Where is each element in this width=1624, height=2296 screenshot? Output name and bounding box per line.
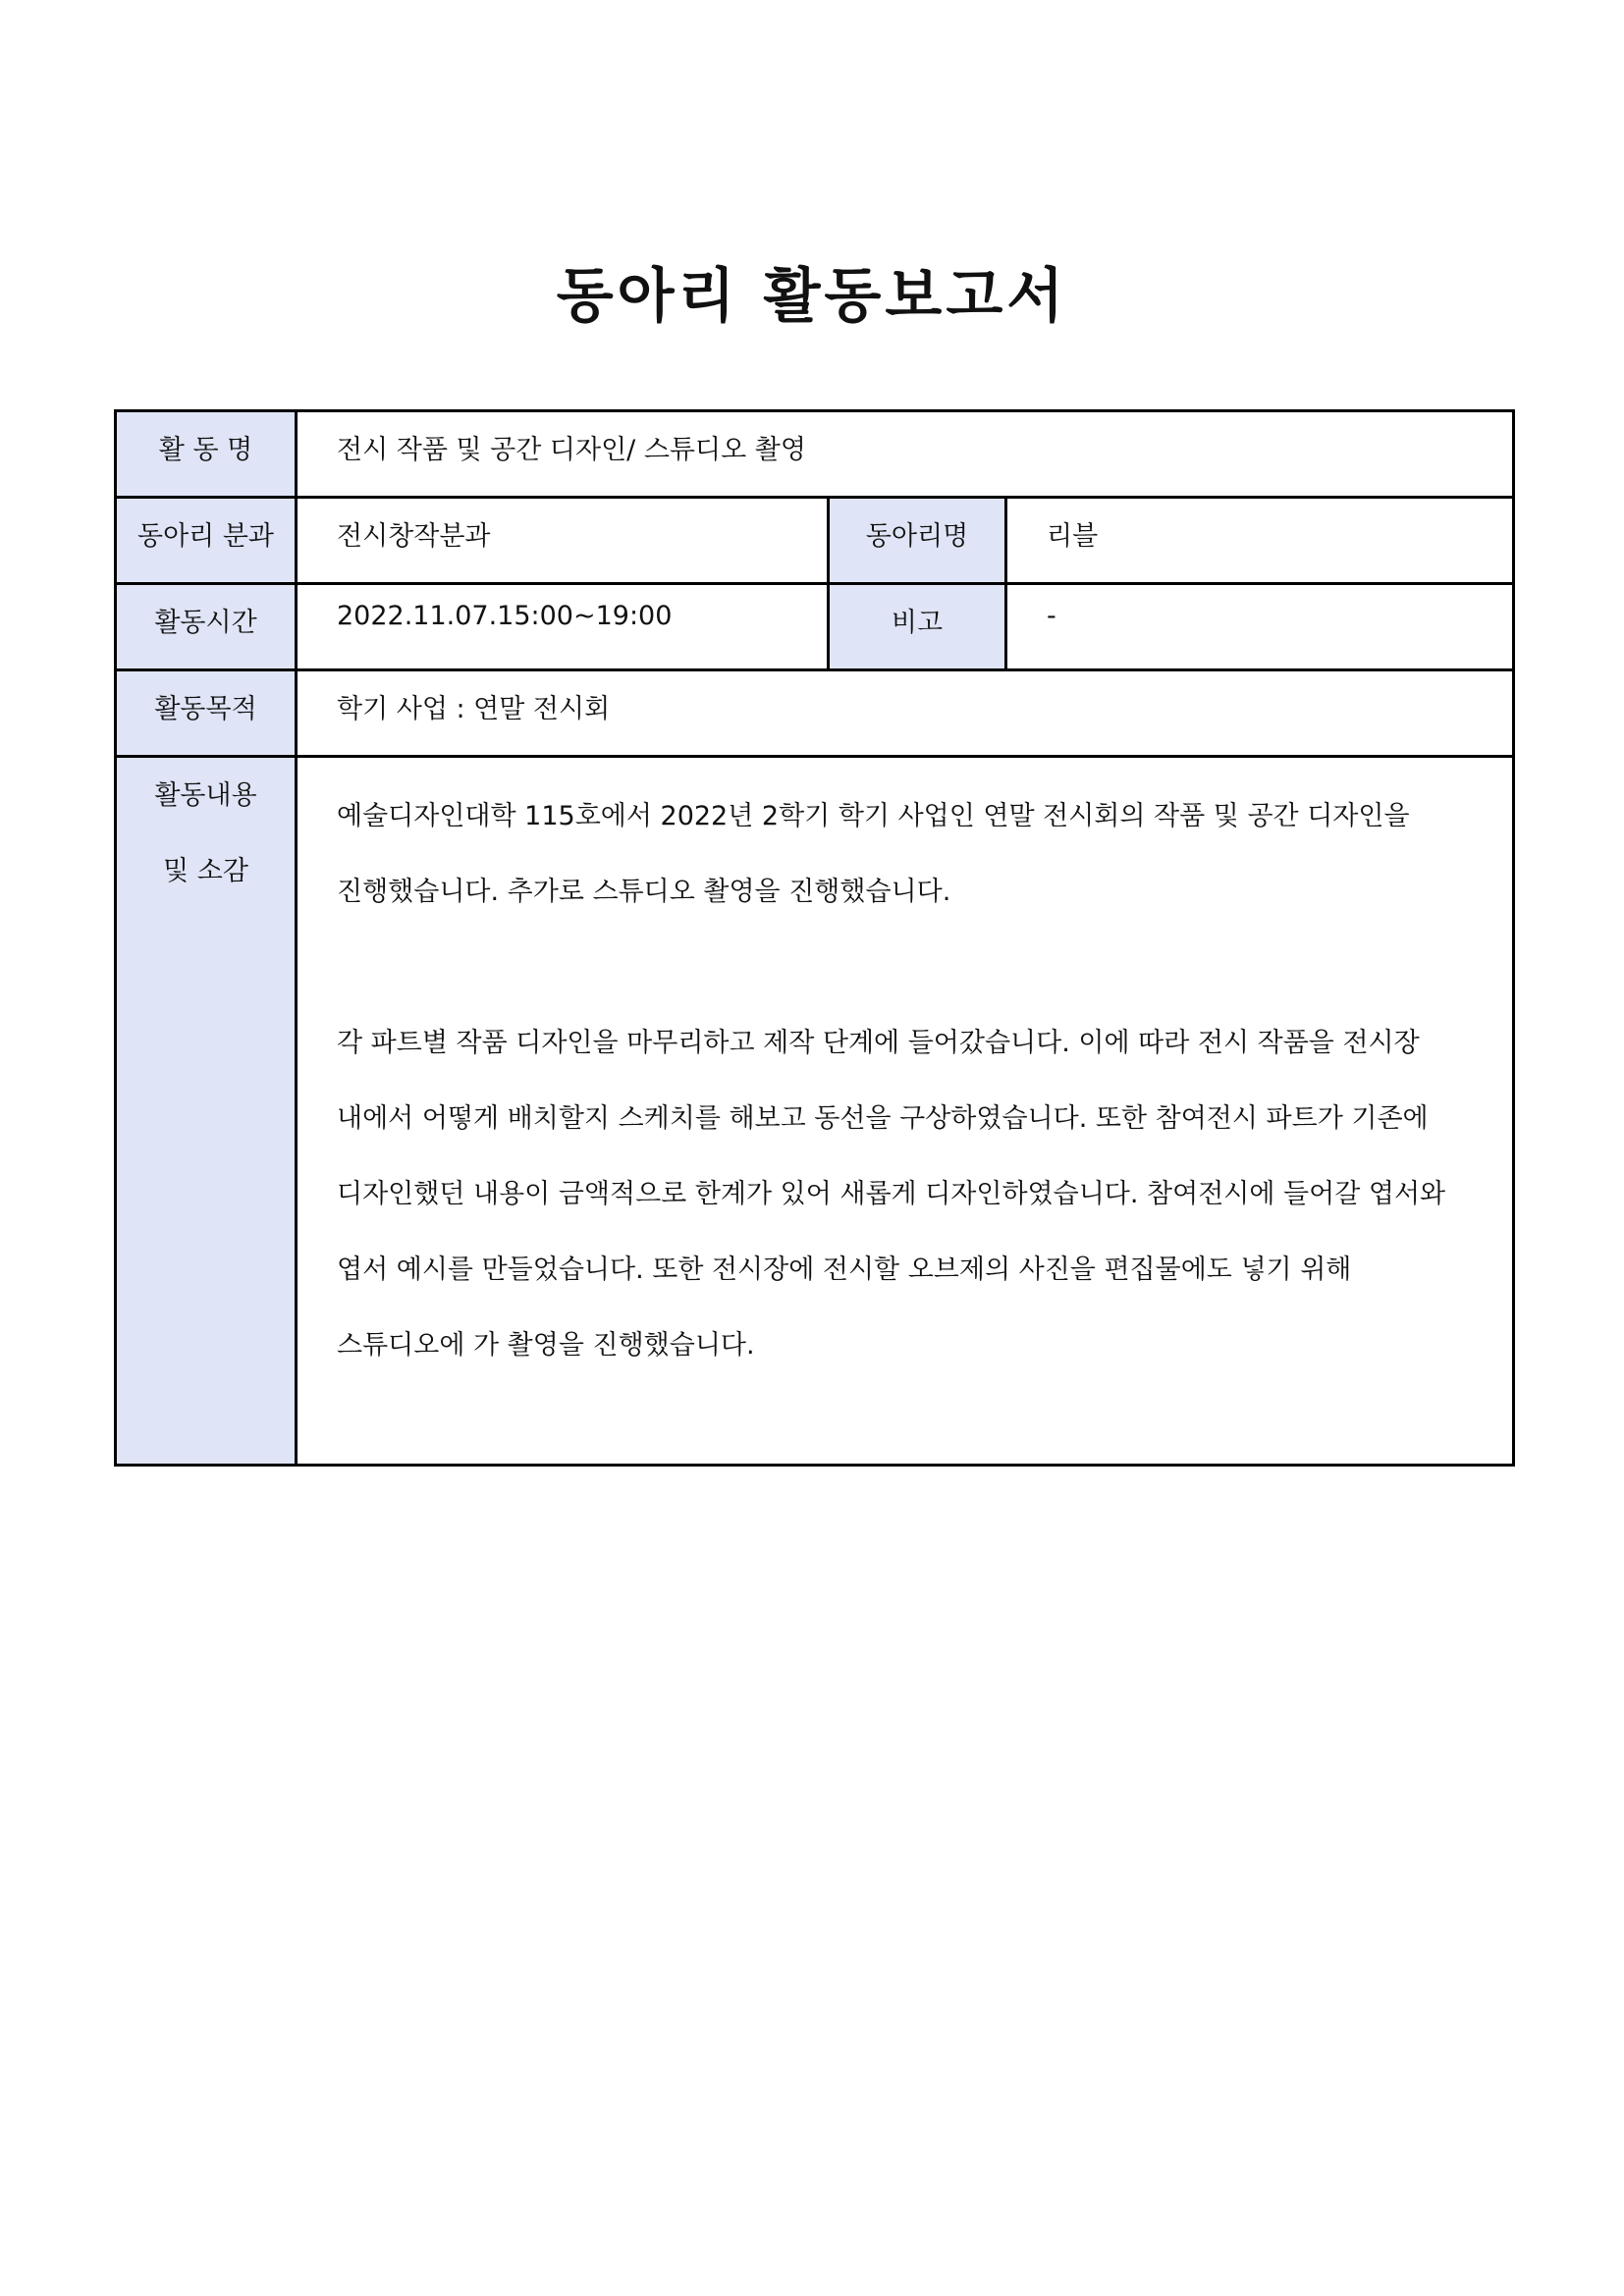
label-division: 동아리 분과 bbox=[116, 498, 297, 584]
row-content bbox=[116, 757, 1514, 1466]
value-division: 전시창작분과 bbox=[297, 498, 829, 584]
value-time: 2022.11.07.15:00~19:00 bbox=[297, 584, 829, 670]
row-division bbox=[116, 498, 1514, 584]
label-time: 활동시간 bbox=[116, 584, 297, 670]
label-content-line1: 활동내용 bbox=[154, 780, 257, 811]
value-content bbox=[297, 757, 1514, 1466]
value-activity-name: 전시 작품 및 공간 디자인/ 스튜디오 촬영 bbox=[297, 411, 1514, 498]
page-title: 동아리 활동보고서 bbox=[556, 262, 1068, 331]
value-club-name: 리블 bbox=[1006, 498, 1514, 584]
label-remarks: 비고 bbox=[829, 584, 1006, 670]
activity-report-table bbox=[114, 409, 1515, 1467]
label-activity-name: 활 동 명 bbox=[116, 411, 297, 498]
label-club-name: 동아리명 bbox=[829, 498, 1006, 584]
label-content-line2: 및 소감 bbox=[163, 856, 248, 886]
row-activity-name bbox=[116, 411, 1514, 498]
value-purpose: 학기 사업 : 연말 전시회 bbox=[297, 670, 1514, 757]
content-paragraph-2: 각 파트별 작품 디자인을 마무리하고 제작 단계에 들어갔습니다. 이에 따라 전시 작품을 전시장 내에서 어떻게 배치할지 스케치를 해보고 동선을 구상하였습니다. 또한 참여전시 파트가 기존에 디자인했던 내용이 금액적으로 한계가 있어 새롭게 디자인하였습니다. 참여전시에 들어갈 엽서와 엽서 예시를 만들었습니다. 또한 전시장에 전시할 오브제의 사진을 편집물에도 넣기 위해 스튜디오에 가 촬영을 진행했습니다. bbox=[337, 1028, 1446, 1361]
label-purpose: 활동목적 bbox=[116, 670, 297, 757]
row-time bbox=[116, 584, 1514, 670]
row-purpose bbox=[116, 670, 1514, 757]
label-content bbox=[116, 757, 297, 1466]
value-remarks: - bbox=[1006, 584, 1514, 670]
content-paragraph-1: 예술디자인대학 115호에서 2022년 2학기 학기 사업인 연말 전시회의 작품 및 공간 디자인을 진행했습니다. 추가로 스튜디오 촬영을 진행했습니다. bbox=[337, 801, 1410, 907]
